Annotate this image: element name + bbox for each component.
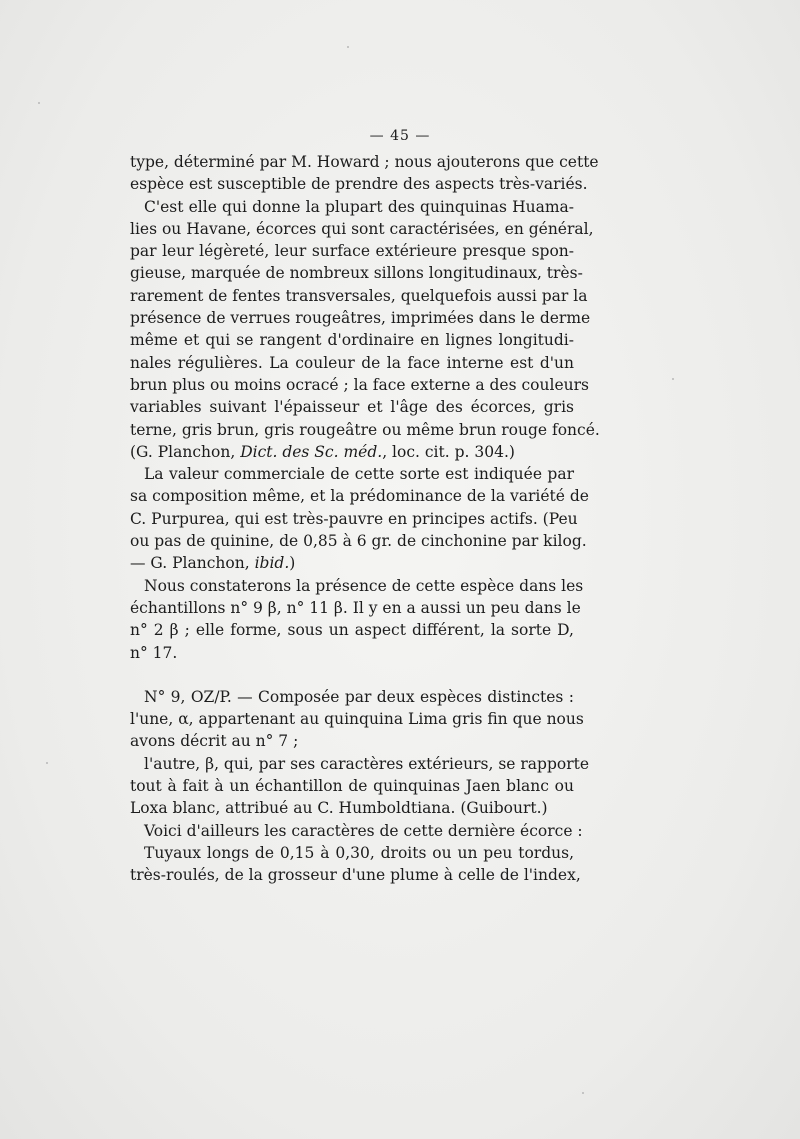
text-line: C. Purpurea, qui est très-pauvre en principes actifs. (Peu bbox=[130, 509, 578, 528]
paragraph bbox=[130, 753, 590, 820]
text-line: n° 17. bbox=[130, 643, 178, 662]
paragraph bbox=[130, 575, 584, 664]
text-line: par leur légèreté, leur surface extérieure presque spon- bbox=[130, 242, 574, 261]
citation-text: — G. Planchon, bbox=[130, 554, 255, 573]
text-line: espèce est susceptible de prendre des aspects très-variés. bbox=[130, 175, 588, 194]
citation bbox=[130, 441, 574, 463]
text-line: type, déterminé par M. Howard ; nous ajouterons que cette bbox=[130, 153, 599, 171]
text-line: Loxa blanc, attribué au C. Humboldtiana. (Guibourt.) bbox=[130, 799, 548, 818]
text-line: ou pas de quinine, de 0,85 à 6 gr. de cinchonine par kilog. bbox=[130, 532, 587, 551]
paragraph bbox=[130, 463, 589, 574]
citation bbox=[130, 552, 574, 574]
text-line: Voici d'ailleurs les caractères de cette dernière écorce : bbox=[144, 821, 583, 840]
text-line: nales régulières. La couleur de la face interne est d'un bbox=[130, 353, 574, 372]
text-line: variables suivant l'épaisseur et l'âge des écorces, gris bbox=[130, 398, 574, 417]
text-line: l'une, α, appartenant au quinquina Lima gris fin que nous bbox=[130, 710, 584, 729]
paragraph bbox=[130, 151, 599, 196]
paragraph bbox=[130, 196, 600, 464]
text-line: gieuse, marquée de nombreux sillons longitudinaux, très- bbox=[130, 264, 583, 283]
text-line: rarement de fentes transversales, quelquefois aussi par la bbox=[130, 286, 588, 305]
paragraph bbox=[130, 820, 583, 842]
page-number: — 45 — bbox=[369, 128, 431, 144]
text-line: Tuyaux longs de 0,15 à 0,30, droits ou un peu tordus, bbox=[144, 843, 574, 862]
text-line: terne, gris brun, gris rougeâtre ou même brun rouge foncé. bbox=[130, 420, 600, 439]
text-line: même et qui se rangent d'ordinaire en lignes longitudi- bbox=[130, 331, 574, 350]
body-text bbox=[130, 151, 600, 887]
text-line: Nous constaterons la présence de cette espèce dans les bbox=[144, 576, 584, 595]
text-line: très-roulés, de la grosseur d'une plume à celle de l'index, bbox=[130, 866, 581, 885]
text-line: présence de verrues rougeâtres, imprimées dans le derme bbox=[130, 309, 591, 328]
citation-text: ) bbox=[289, 554, 296, 573]
text-line: brun plus ou moins ocracé ; la face externe a des couleurs bbox=[130, 375, 589, 394]
text-line: La valeur commerciale de cette sorte est indiquée par bbox=[144, 465, 574, 484]
paragraph bbox=[130, 842, 581, 887]
text-line: l'autre, β, qui, par ses caractères extérieurs, se rapporte bbox=[144, 754, 590, 773]
paragraph bbox=[130, 686, 584, 753]
citation-source: Dict. des Sc. méd. bbox=[240, 442, 383, 461]
text-line: n° 2 β ; elle forme, sous un aspect différent, la sorte D, bbox=[130, 621, 574, 640]
text-line: C'est elle qui donne la plupart des quinquinas Huama- bbox=[144, 197, 574, 216]
text-line: N° 9, OZ/P. — Composée par deux espèces distinctes : bbox=[144, 687, 574, 706]
citation-source: ibid. bbox=[254, 554, 290, 573]
text-line: lies ou Havane, écorces qui sont caractérisées, en général, bbox=[130, 219, 594, 238]
text-line: avons décrit au n° 7 ; bbox=[130, 732, 299, 751]
text-line: sa composition même, et la prédominance de la variété de bbox=[130, 487, 589, 506]
citation-text: (G. Planchon, bbox=[130, 442, 241, 461]
text-line: échantillons n° 9 β, n° 11 β. Il y en a aussi un peu dans le bbox=[130, 598, 581, 617]
text-line: tout à fait à un échantillon de quinquinas Jaen blanc ou bbox=[130, 777, 574, 796]
citation-text: , loc. cit. p. 304.) bbox=[382, 442, 515, 461]
